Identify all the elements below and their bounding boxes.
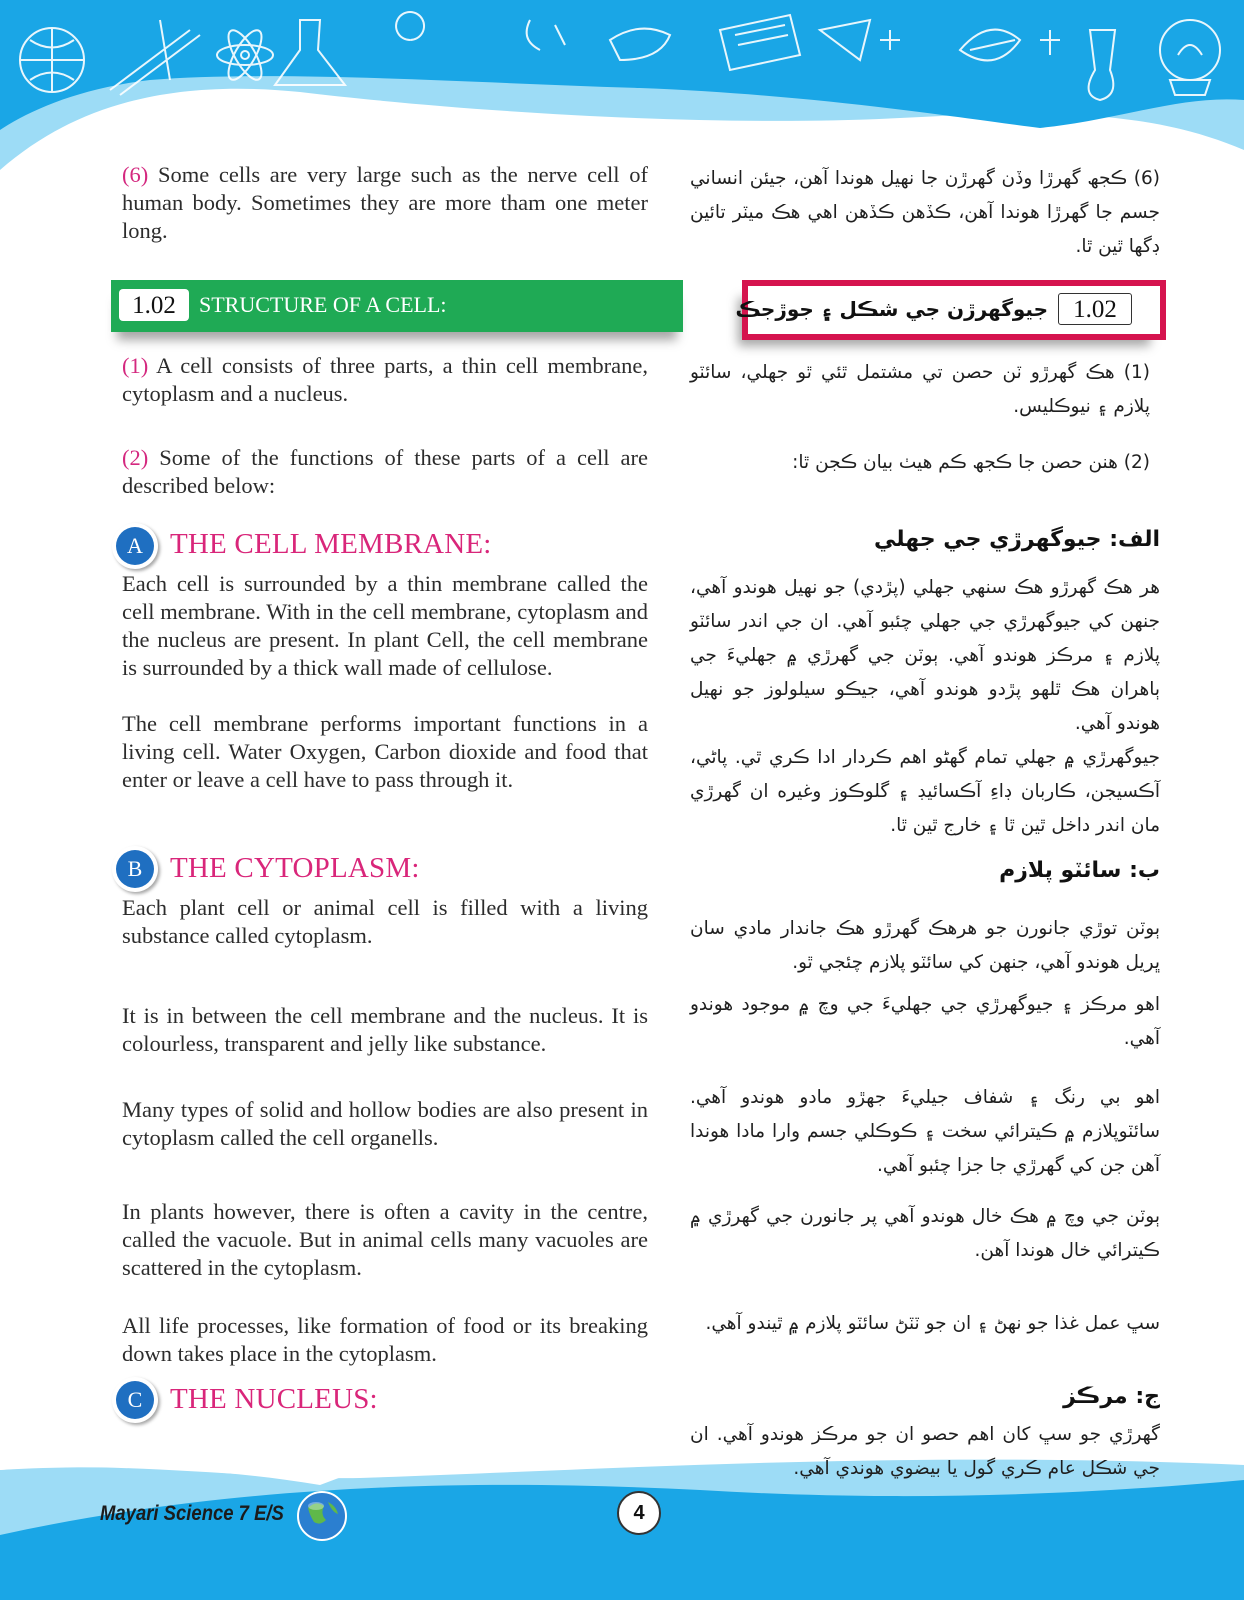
page-number-badge xyxy=(617,1491,661,1535)
sindhi-paragraph-1: (1) هڪ گهرڙو ٽن حصن تي مشتمل ٿئي ٿو جهلي، سائٽو پلازم ۽ نيوڪليس. xyxy=(690,362,1150,417)
sindhi-nucleus-paragraph-1: گهرڙي جو سڀ کان اهم حصو ان جو مرڪز هوندو آهي. ان جي شڪل عام ڪري گول يا بيضوي هوندي آهي. xyxy=(690,1424,1160,1479)
badge-c xyxy=(112,1377,158,1423)
section-number: 1.02 xyxy=(1073,296,1117,323)
sindhi-heading-nucleus: ج: مرڪز xyxy=(1063,1384,1160,1409)
section-header-english xyxy=(111,280,683,332)
paragraph-number: (1) xyxy=(122,353,149,378)
sindhi-cytoplasm-paragraph-1: ٻوٽن توڙي جانورن جو هرهڪ گهرڙو هڪ جاندار مادي سان ڀريل هوندو آهي، جنهن کي سائٽو پلازم چئجي ٿو. xyxy=(690,918,1160,973)
section-header-sindhi xyxy=(735,280,1166,340)
badge-a xyxy=(112,523,158,569)
paragraph-text: Some cells are very large such as the nerve cell of human body. Sometimes they are more tham one meter long. xyxy=(122,162,648,243)
section-number-box xyxy=(1058,293,1132,325)
badge-letter: C xyxy=(116,1381,154,1419)
heading-nucleus: THE NUCLEUS: xyxy=(170,1383,378,1415)
cytoplasm-paragraph-2: It is in between the cell membrane and the nucleus. It is colourless, transparent and jelly like substance. xyxy=(122,1003,648,1056)
sindhi-cell-membrane-paragraph-1: هر هڪ گهرڙو هڪ سنهي جهلي (پڙدي) جو نهيل هوندو آهي، جنهن کي جيوگهرڙي جي جهلي چئبو آهي. ان جي اندر سائٽو پلازم ۽ مرڪز هوندو آهي. ٻوٽن جي گهرڙي ۾ جهليءَ جي ٻاهران هڪ ٿلهو پڙدو هوندو آهي، جيڪو سيلولوز جو نهيل هوندو آهي. xyxy=(690,577,1160,734)
paragraph-text: Some of the functions of these parts of a cell are described below: xyxy=(122,445,648,498)
heading-cytoplasm: THE CYTOPLASM: xyxy=(170,852,420,884)
section-title: جيوگهرڙن جي شڪل ۽ جوڙجڪ xyxy=(735,297,1048,321)
cytoplasm-paragraph-4: In plants however, there is often a cavity in the centre, called the vacuole. But in animal cells many vacuoles are scattered in the cytoplasm. xyxy=(122,1199,648,1280)
paragraph-text: A cell consists of three parts, a thin cell membrane, cytoplasm and a nucleus. xyxy=(122,353,648,406)
section-number: 1.02 xyxy=(132,292,176,319)
sindhi-heading-cytoplasm: ب: سائٽو پلازم xyxy=(999,858,1160,883)
badge-b xyxy=(112,846,158,892)
cell-membrane-paragraph-1: Each cell is surrounded by a thin membrane called the cell membrane. With in the cell membrane, cytoplasm and the nucleus are present. In plant Cell, the cell membrane is surrounded by a thick wall made of cellulose. xyxy=(122,571,648,680)
sindhi-heading-cell-membrane: الف: جيوگهرڙي جي جهلي xyxy=(874,527,1160,552)
sindhi-cytoplasm-paragraph-2: اهو مرڪز ۽ جيوگهرڙي جي جهليءَ جي وچ ۾ موجود هوندو آهي. xyxy=(690,994,1160,1049)
badge-letter: A xyxy=(116,527,154,565)
cytoplasm-paragraph-1: Each plant cell or animal cell is filled with a living substance called cytoplasm. xyxy=(122,895,648,948)
sindhi-cytoplasm-paragraph-4: ٻوٽن جي وچ ۾ هڪ خال هوندو آهي پر جانورن جي گهرڙي ۾ ڪيترائي خال هوندا آهن. xyxy=(690,1206,1160,1261)
heading-cell-membrane: THE CELL MEMBRANE: xyxy=(170,528,492,560)
paragraph-number: (6) xyxy=(122,162,149,187)
cell-membrane-paragraph-2: The cell membrane performs important functions in a living cell. Water Oxygen, Carbon dioxide and food that enter or leave a cell have to pass through it. xyxy=(122,711,648,792)
book-title: Mayari Science 7 E/S xyxy=(100,1502,284,1525)
english-paragraph-6 xyxy=(122,161,648,245)
sindhi-cell-membrane-paragraph-2: جيوگهرڙي ۾ جهلي تمام گهڻو اهم ڪردار ادا ڪري ٿي. پاڻي، آڪسيجن، ڪاربان ڊاءِ آڪسائيڊ ۽ گلوڪوز وغيره ان گهرڙي مان اندر داخل ٿين ٿا ۽ خارج ٿين ٿا. xyxy=(690,747,1160,836)
sindhi-paragraph-2: (2) هنن حصن جا ڪجھ ڪم هيٺ بيان ڪجن ٿا: xyxy=(792,452,1150,473)
globe-icon xyxy=(296,1490,348,1542)
english-paragraph-1 xyxy=(122,352,648,408)
section-title: STRUCTURE OF A CELL: xyxy=(199,292,447,317)
badge-letter: B xyxy=(116,850,154,888)
english-paragraph-2 xyxy=(122,444,648,500)
sindhi-cytoplasm-paragraph-5: سڀ عمل غذا جو نهڻ ۽ ان جو ٽٽڻ سائٽو پلازم ۾ ٿيندو آهي. xyxy=(705,1313,1160,1334)
header-banner xyxy=(0,0,1244,180)
cytoplasm-paragraph-3: Many types of solid and hollow bodies are also present in cytoplasm called the cell organells. xyxy=(122,1097,648,1150)
sindhi-paragraph-6: (6) ڪجھ گهرڙا وڏن گهرڙن جا نهيل هوندا آهن، جيئن انساني جسم جا گهرڙا هوندا آهن، ڪڏهن ڪڏهن اهي هڪ ميٽر تائين ڊگها ٿين ٿا. xyxy=(690,168,1160,257)
page-number: 4 xyxy=(633,1502,645,1524)
section-number-box xyxy=(119,289,189,321)
paragraph-number: (2) xyxy=(122,445,149,470)
sindhi-cytoplasm-paragraph-3: اهو بي رنگ ۽ شفاف جيليءَ جهڙو مادو هوندو آهي. سائٽوپلازم ۾ ڪيترائي سخت ۽ ڪوڪلي جسم وارا مادا هوندا آهن جن کي گهرڙي جا جزا چئبو آهي. xyxy=(690,1087,1160,1176)
cytoplasm-paragraph-5: All life processes, like formation of food or its breaking down takes place in the cytoplasm. xyxy=(122,1313,648,1366)
